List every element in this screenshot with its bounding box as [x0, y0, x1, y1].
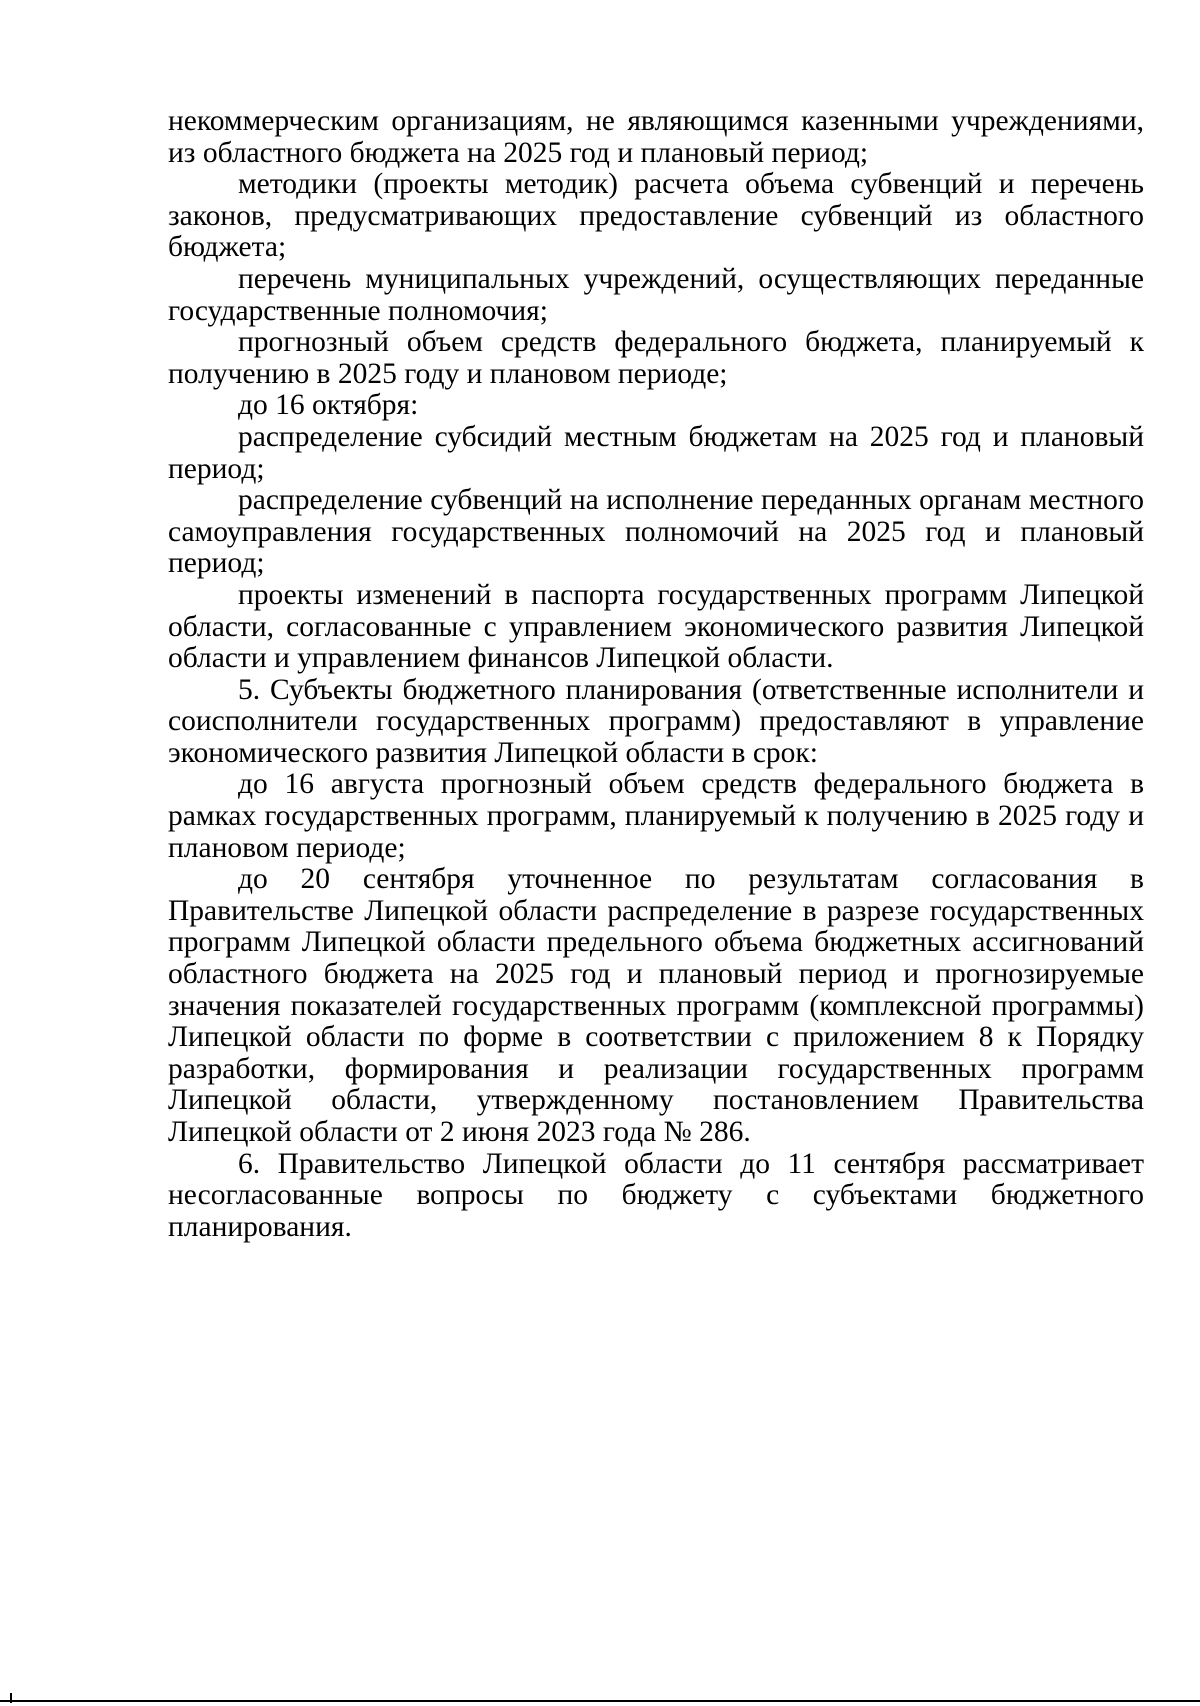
paragraph-continuation: некоммерческим организациям, не являющимся казенными учреждениями, из областного бюджета на 2025 год и плановый период;: [168, 105, 1144, 169]
paragraph-federal-funds-forecast: прогнозный объем средств федерального бюджета, планируемый к получению в 2025 году и плановом периоде;: [168, 326, 1144, 390]
paragraph-methodologies: методики (проекты методик) расчета объема субвенций и перечень законов, предусматривающих предоставление субвенций из областного бюджета;: [168, 168, 1144, 264]
scan-edge-tick: [10, 1693, 12, 1703]
paragraph-program-passports: проекты изменений в паспорта государственных программ Липецкой области, согласованные с управлением экономического развития Липецкой области и управлением финансов Липецкой области.: [168, 578, 1144, 675]
paragraph-item-5: 5. Субъекты бюджетного планирования (ответственные исполнители и соисполнители государственных программ) предоставляют в управление экономического развития Липецкой области в срок:: [168, 673, 1144, 769]
paragraph-item-6: 6. Правительство Липецкой области до 11 сентября рассматривает несогласованные вопросы по бюджету с субъектами бюджетного планирования.: [168, 1147, 1144, 1243]
paragraph-municipal-institutions: перечень муниципальных учреждений, осуществляющих переданные государственные полномочия;: [168, 262, 1144, 327]
paragraph-subsidies-distribution: распределение субсидий местным бюджетам на 2025 год и плановый период;: [168, 420, 1144, 485]
scan-edge-line: [0, 1700, 1200, 1702]
paragraph-deadline-october-16: до 16 октября:: [238, 389, 419, 422]
paragraph-subventions-distribution: распределение субвенций на исполнение переданных органам местного самоуправления государственных полномочий на 2025 год и плановый период;: [168, 484, 1144, 580]
paragraph-deadline-august-16: до 16 августа прогнозный объем средств федерального бюджета в рамках государственных программ, планируемый к получению в 2025 году и плановом периоде;: [168, 768, 1144, 864]
document-body: [168, 106, 1144, 1243]
paragraph-deadline-september-20: до 20 сентября уточненное по результатам согласования в Правительстве Липецкой области распределение в разрезе государственных программ Липецкой области предельного объема бюджетных ассигнований областного бюджета на 2025 год и плановый период и прогнозируемые значения показателей государственных программ (комплексной программы) Липецкой области по форме в соответствии с приложением 8 к Порядку разработки, формирования и реализации государственных программ Липецкой области, утвержденному постановлением Правительства Липецкой области от 2 июня 2023 года № 286.: [168, 863, 1144, 1148]
